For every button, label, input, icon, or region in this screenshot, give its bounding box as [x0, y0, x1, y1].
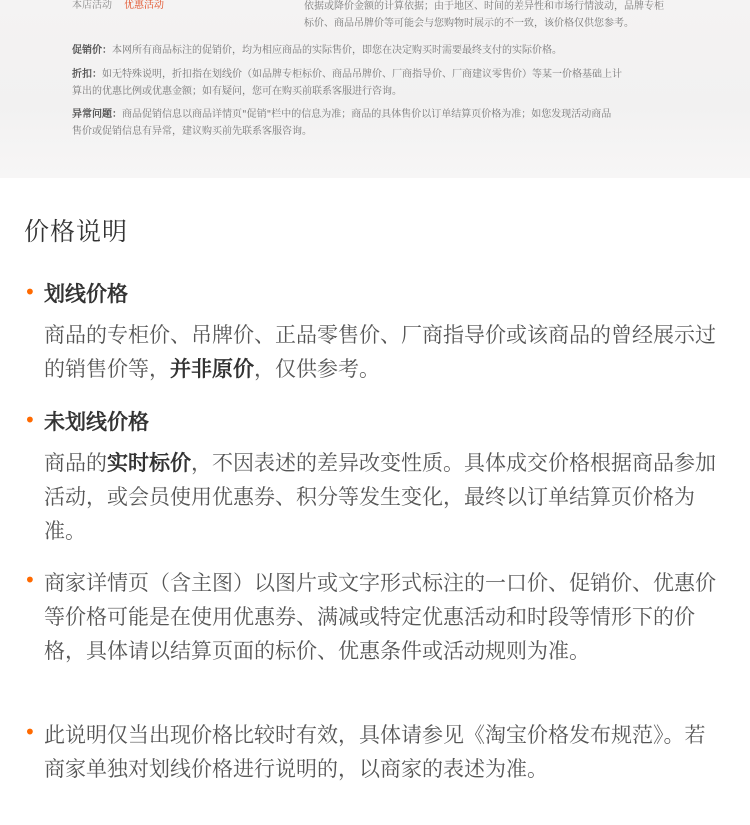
- section-heading: 未划线价格: [44, 410, 149, 434]
- promo-price-text: 本网所有商品标注的促销价，均为相应商品的实际售价，即您在决定购买时需要最终支付的实际价格。: [112, 45, 562, 56]
- section-paragraph: 商家详情页（含主图）以图片或文字形式标注的一口价、促销价、优惠价等价格可能是在使用优惠券、满减或特定优惠活动和时段等情形下的价格，具体请以结算页面的标价、优惠条件或活动规则为准。: [44, 571, 716, 663]
- bullet-icon: •: [24, 280, 36, 304]
- paragraph-text: 商品的: [44, 451, 107, 475]
- activity-tag-promo: 优惠活动: [124, 0, 164, 11]
- paragraph-text: ，不因表述的差异改变性质。具体成交价格根据商品参加活动，或会员使用优惠券、积分等发生变化，最终以订单结算页价格为准。: [44, 451, 716, 543]
- section-paragraph: 此说明仅当出现价格比较时有效，具体请参见《淘宝价格发布规范》。若商家单独对划线价格进行说明的，以商家的表述为准。: [44, 723, 706, 781]
- discount-text: 如无特殊说明，折扣指在划线价（如品牌专柜标价、商品吊牌价、厂商指导价、厂商建议零售价）等某一价格基础上计: [102, 69, 622, 80]
- paragraph-text: ，仅供参考。: [254, 357, 380, 381]
- abnormal-label: 异常问题：: [72, 109, 122, 120]
- abnormal-note: [72, 106, 722, 140]
- reference-note-line: 依据或降价金额的计算依据；由于地区、时间的差异性和市场行情波动，品牌专柜: [304, 1, 664, 12]
- promo-price-note: [72, 42, 722, 59]
- page-title: 价格说明: [24, 217, 129, 246]
- paragraph-bold: 实时标价: [107, 451, 191, 475]
- bullet-icon: •: [24, 408, 36, 432]
- paragraph-text: 商品的专柜价、吊牌价、正品零售价、厂商指导价或该商品的曾经展示过的销售价等，: [44, 323, 716, 381]
- promo-price-label: 促销价：: [72, 45, 112, 56]
- section-paragraph: [44, 446, 724, 548]
- price-notice-scan: [0, 0, 750, 178]
- discount-text: 算出的优惠比例或优惠金额；如有疑问，您可在购买前联系客服进行咨询。: [72, 86, 402, 97]
- reference-note: [304, 0, 724, 32]
- bullet-icon: •: [24, 720, 36, 744]
- reference-note-line: 标价、商品吊牌价等可能会与您购物时展示的不一致，该价格仅供您参考。: [304, 18, 634, 29]
- bullet-icon: •: [24, 568, 36, 592]
- activity-tag-label: 本店活动: [72, 0, 112, 11]
- abnormal-text: 商品促销信息以商品详情页"促销"栏中的信息为准；商品的具体售价以订单结算页价格为准；如您发现活动商品: [122, 109, 612, 120]
- activity-tag-row: [72, 0, 164, 11]
- section-paragraph: [44, 318, 724, 386]
- discount-note: [72, 66, 722, 100]
- paragraph-bold: 并非原价: [170, 357, 254, 381]
- discount-label: 折扣：: [72, 69, 102, 80]
- section-heading: 划线价格: [44, 282, 128, 306]
- abnormal-text: 售价或促销信息有异常，建议购买前先联系客服咨询。: [72, 126, 312, 137]
